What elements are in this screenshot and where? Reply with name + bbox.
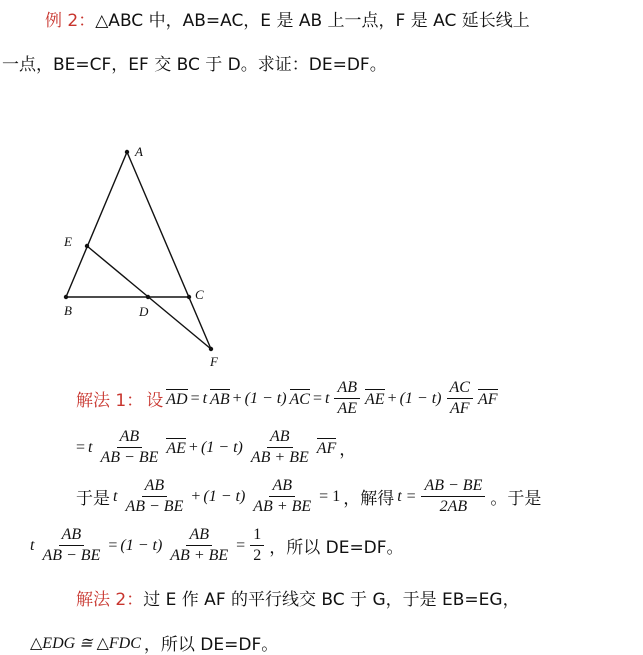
equals-sign: = [76,438,86,456]
solve-word: ，解得 [343,489,395,509]
fraction-t-value [421,477,485,516]
numerator: AB [334,379,360,399]
fraction-AB-over-AB-plus-BE [250,477,314,516]
congruence-statement: △EDG ≅ △FDC [30,634,141,652]
var-t: t [325,389,330,407]
denominator: AF [449,400,470,417]
plus-sign: + [232,389,242,407]
vector-AC: AC [289,390,310,408]
solution1-label: 解法 1： [76,391,144,411]
fraction-AB-over-AB-minus-BE [39,526,103,565]
denominator: AB + BE [253,498,312,515]
point-B [64,295,68,299]
numerator: AB [117,428,143,448]
numerator: AB [267,428,293,448]
vector-AE: AE [166,439,186,457]
fraction-AB-over-AB-plus-BE [167,526,231,565]
denominator: AB − BE [42,547,101,564]
t-equals: t = [397,487,417,505]
comma: ， [339,440,357,460]
solution2-line-1 [76,585,520,610]
point-F [209,347,213,351]
label-F: F [210,354,218,369]
label-D: D [139,304,149,319]
one-minus-t: (1 − t) [399,389,442,407]
problem-text-1: △ABC 中，AB=AC，E 是 AB 上一点，F 是 AC 延长线上 [95,11,530,31]
plus-sign: + [387,389,397,407]
numerator: AB [186,526,212,546]
denominator: 2AB [439,498,468,515]
example-label: 例 2： [45,11,96,31]
label-B: B [64,303,72,318]
equals-sign: = [108,536,118,554]
equals-sign: = [236,536,246,554]
denominator: AE [337,400,358,417]
denominator: AB − BE [125,498,184,515]
one-minus-t: (1 − t) [200,438,243,456]
numerator: AB [142,477,168,497]
one-minus-t: (1 − t) [120,536,163,554]
fraction-AB-over-AB-minus-BE [97,428,161,467]
label-A: A [135,144,143,159]
fraction-one-half [250,526,264,565]
plus-sign: + [188,438,198,456]
label-C: C [195,287,204,302]
solution2-line-2 [30,630,278,655]
denominator: 2 [253,547,262,564]
denominator: AB + BE [250,449,309,466]
var-t: t [202,389,208,407]
solution1-line-3 [76,477,541,516]
point-E [85,244,89,248]
fraction-AB-over-AB-plus-BE [248,428,312,467]
vector-AB: AB [210,390,230,408]
fraction-AB-over-AE [334,379,360,418]
numerator: AB − BE [421,477,485,497]
equals-sign: = [190,389,200,407]
one-minus-t: (1 − t) [203,487,246,505]
conclusion-text: ，所以 DE=DF。 [269,538,404,558]
problem-line-2: 一点，BE=CF，EF 交 BC 于 D。求证：DE=DF。 [2,55,387,75]
denominator: AB − BE [100,449,159,466]
solution2-label: 解法 2： [76,590,144,610]
label-E: E [64,234,72,249]
vector-AF: AF [316,439,337,457]
denominator: AB + BE [170,547,229,564]
plus-sign: + [191,487,201,505]
vector-AD: AD [166,390,188,408]
solution1-line-1 [76,379,498,418]
point-A [125,150,129,154]
numerator: 1 [250,526,264,546]
one-minus-t: (1 − t) [244,389,287,407]
numerator: AB [59,526,85,546]
equals-sign: = [312,389,323,407]
numerator: AB [269,477,295,497]
vector-AE: AE [365,390,385,408]
fraction-AC-over-AF [447,379,473,418]
therefore-word-2: 。于是 [490,489,542,509]
segment-AB [66,152,127,297]
point-C [187,295,191,299]
vector-AF: AF [477,390,498,408]
segment-AF [127,152,211,349]
point-D [146,295,150,299]
numerator: AC [447,379,473,399]
solution1-set-word: 设 [146,391,164,411]
var-t: t [88,438,93,456]
solution2-text: 过 E 作 AF 的平行线交 BC 于 G，于是 EB=EG， [143,590,520,610]
fraction-AB-over-AB-minus-BE [122,477,186,516]
var-t: t [30,536,35,554]
solution1-line-4 [30,526,404,565]
therefore-word: 于是 [76,489,110,509]
solution1-line-2 [76,428,356,467]
solution2-conclusion: ，所以 DE=DF。 [143,635,279,655]
equals-one: = 1 [319,487,341,505]
var-t: t [113,487,118,505]
